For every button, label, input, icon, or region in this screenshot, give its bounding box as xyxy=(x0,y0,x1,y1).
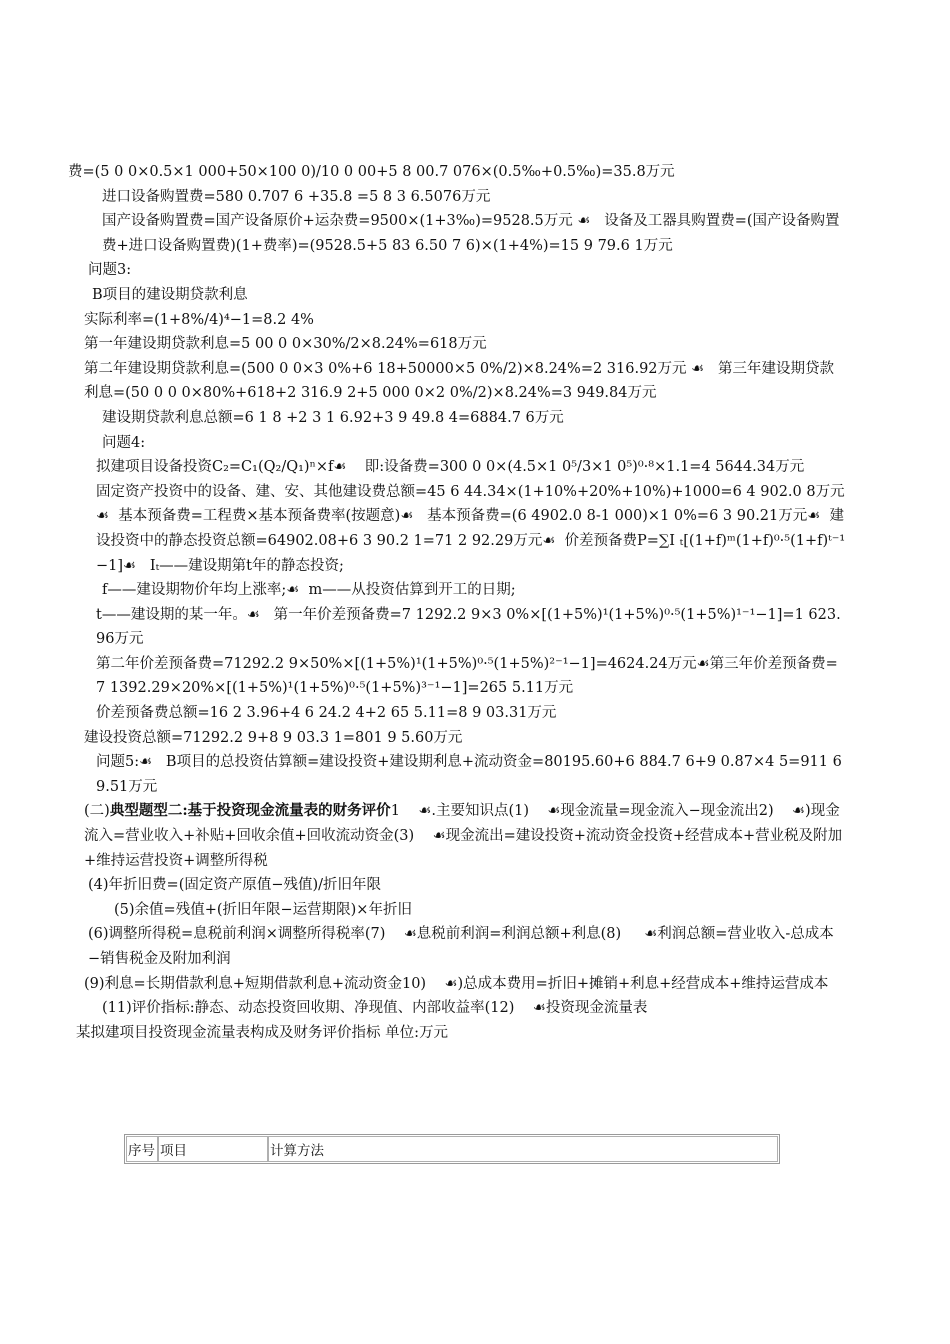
text-line: 第二年建设期贷款利息=(500 0 0×3 0%+6 18+50000×5 0%/2)×8.24%=2 316.92万元 ☙ 第三年建设期贷款利息=(50 0 0 0×80%+618+2 316.9 2+5 000 0×2 0%/2)×8.24%=3 949.84万元 xyxy=(84,360,834,402)
text-line: 价差预备费总额=16 2 3.96+4 6 24.2 4+2 65 5.11=8 9 03.31万元 xyxy=(96,705,557,722)
table-caption: 某拟建项目投资现金流量表构成及财务评价指标 单位:万元 xyxy=(76,1024,448,1041)
text-line: 建设投资总额=71292.2 9+8 9 03.3 1=801 9 5.60万元 xyxy=(84,729,463,746)
text-line: 进口设备购置费=580 0.707 6 +35.8 =5 8 3 6.5076万元 xyxy=(102,188,491,205)
text-line: (6)调整所得税=息税前利润×调整所得税率(7) ☙息税前利润=利润总额+利息(8) ☙利润总额=营业收入-总成本−销售税金及附加利润 xyxy=(88,926,834,967)
section-heading: 问题4: xyxy=(102,434,146,451)
header-cell-item: 项目 xyxy=(158,1136,268,1162)
header-cell-method: 计算方法 xyxy=(268,1136,778,1162)
text-line: 第一年建设期贷款利息=5 00 0 0×30%/2×8.24%=618万元 xyxy=(84,336,487,353)
text-line: B项目的建设期贷款利息 xyxy=(92,286,248,303)
section-heading: 问题3: xyxy=(88,262,132,279)
text-line: (5)余值=残值+(折旧年限−运营期限)×年折旧 xyxy=(114,901,412,918)
text-line: f——建设期物价年均上涨率;☙ m——从投资估算到开工的日期; xyxy=(102,582,516,599)
text-line: (9)利息=长期借款利息+短期借款利息+流动资金10) ☙)总成本费用=折旧+摊销+利息+经营成本+维持运营成本 xyxy=(84,975,829,992)
header-cell-index: 序号 xyxy=(126,1136,158,1162)
text-line: (4)年折旧费=(固定资产原值−残值)/折旧年限 xyxy=(88,877,382,894)
text-run: 1 ☙.主要知识点(1) ☙现金流量=现金流入−现金流出2) ☙)现金流入=营业收入+补贴+回收余值+回收流动资金(3) ☙现金流出=建设投资+流动资金投资+经营成本+营业税及附加+维持运营投资+调整所得税 xyxy=(84,803,843,869)
text-line: 固定资产投资中的设备、建、安、其他建设费总额=45 6 44.34×(1+10%+20%+10%)+1000=6 4 902.0 8万元☙ 基本预备费=工程费×基本预备费率(按题意)☙ 基本预备费=(6 4902.0 8-1 000)×1 0%=6 3 90.21万元☙ 建设投资中的静态投资总额=64902.08+6 3 90.2 1=71 2 92.29万元☙ 价差预备费P=∑I ₜ[(1+f)ᵐ(1+f)⁰·⁵(1+f)ᵗ⁻¹−1]☙ Iₜ——建设期第t年的静态投资; xyxy=(96,483,846,574)
text-line: 第二年价差预备费=71292.2 9×50%×[(1+5%)¹(1+5%)⁰·⁵(1+5%)²⁻¹−1]=4624.24万元☙第三年价差预备费=7 1392.29×20%×[(1+5%)¹(1+5%)⁰·⁵(1+5%)³⁻¹−1]=265 5.11万元 xyxy=(96,655,838,697)
table-header-row xyxy=(126,1136,778,1162)
text-line: t——建设期的某一年。☙ 第一年价差预备费=7 1292.2 9×3 0%×[(1+5%)¹(1+5%)⁰·⁵(1+5%)¹⁻¹−1]=1 623.96万元 xyxy=(96,606,841,648)
text-line: 实际利率=(1+8%/4)⁴−1=8.2 4% xyxy=(84,311,314,328)
text-line: 建设期贷款利息总额=6 1 8 +2 3 1 6.92+3 9 49.8 4=6884.7 6万元 xyxy=(102,409,564,426)
text-line: 拟建项目设备投资C₂=C₁(Q₂/Q₁)ⁿ×f☙ 即:设备费=300 0 0×(4.5×1 0⁵/3×1 0⁵)⁰·⁸×1.1=4 5644.34万元 xyxy=(96,459,805,476)
text-line: 国产设备购置费=国产设备原价+运杂费=9500×(1+3‰)=9528.5万元 ☙ 设备及工器具购置费=(国产设备购置费+进口设备购置费)(1+费率)=(9528.5+5 83 6.50 7 6)×(1+4%)=15 9 79.6 1万元 xyxy=(102,213,840,254)
text-line xyxy=(68,799,846,873)
text-line: 费=(5 0 0×0.5×1 000+50×100 0)/10 0 00+5 8 00.7 076×(0.5‰+0.5‰)=35.8万元 xyxy=(68,164,675,180)
cashflow-table xyxy=(124,1134,780,1164)
section-prefix: (二) xyxy=(84,803,110,820)
text-line: (11)评价指标:静态、动态投资回收期、净现值、内部收益率(12) ☙投资现金流量表 xyxy=(102,1000,648,1017)
bold-heading: 典型题型二:基于投资现金流量表的财务评价 xyxy=(109,802,391,820)
document-body xyxy=(68,160,846,1045)
section-heading: 问题5:☙ B项目的总投资估算额=建设投资+建设期利息+流动资金=80195.60+6 884.7 6+9 0.87×4 5=911 6 9.51万元 xyxy=(96,754,847,795)
